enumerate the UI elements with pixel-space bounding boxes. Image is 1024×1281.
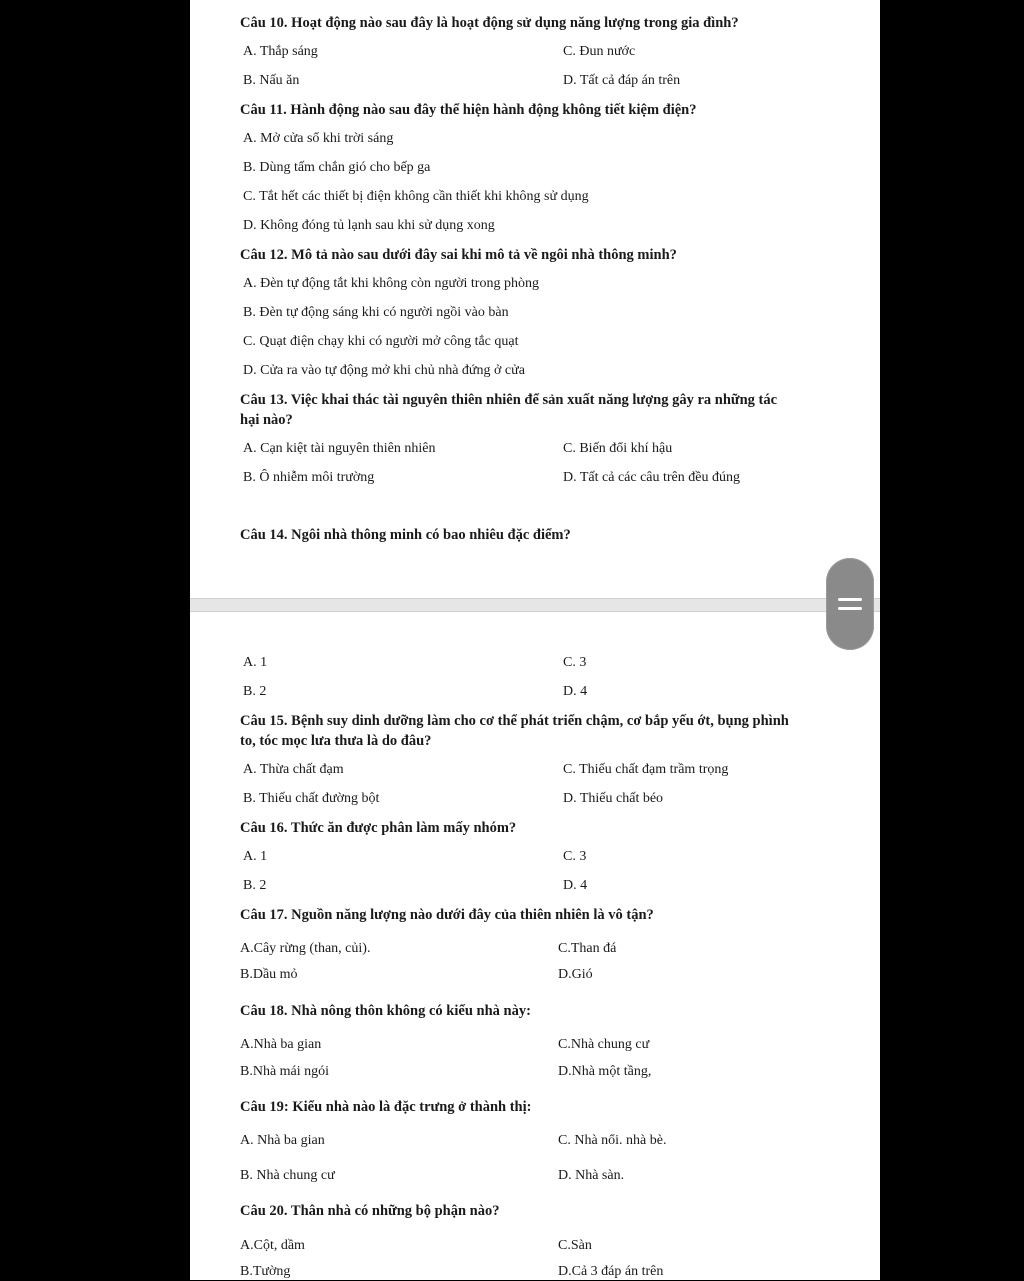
q15-option-c: C. Thiếu chất đạm trầm trọng — [563, 762, 729, 777]
q18-option-b: B.Nhà mái ngói — [240, 1064, 330, 1079]
q13-option-d: D. Tất cả các câu trên đều đúng — [563, 470, 740, 485]
question-15-line-1: Câu 15. Bệnh suy dinh dưỡng làm cho cơ thể phát triển chậm, cơ bắp yếu ớt, bụng phình — [240, 713, 789, 729]
q14-option-b: B. 2 — [243, 684, 267, 699]
question-16: Câu 16. Thức ăn được phân làm mấy nhóm? — [240, 820, 517, 836]
question-18: Câu 18. Nhà nông thôn không có kiểu nhà này: — [240, 1003, 531, 1019]
q17-option-d: D.Gió — [558, 967, 593, 982]
question-13-line-2: hại nào? — [240, 412, 293, 428]
q12-option-c: C. Quạt điện chạy khi có người mở công tắc quạt — [243, 334, 519, 349]
q15-option-a: A. Thừa chất đạm — [243, 762, 344, 777]
drag-handle[interactable] — [826, 558, 874, 650]
q11-option-c: C. Tắt hết các thiết bị điện không cần thiết khi không sử dụng — [243, 189, 589, 204]
q19-option-a: A. Nhà ba gian — [240, 1133, 325, 1148]
q15-option-b: B. Thiếu chất đường bột — [243, 791, 380, 806]
q13-option-b: B. Ô nhiễm môi trường — [243, 470, 375, 485]
q10-option-d: D. Tất cả đáp án trên — [563, 73, 681, 88]
q12-option-b: B. Đèn tự động sáng khi có người ngồi vào bàn — [243, 305, 509, 320]
q16-option-c: C. 3 — [563, 849, 587, 864]
q14-option-d: D. 4 — [563, 684, 588, 699]
q12-option-d: D. Cửa ra vào tự động mở khi chủ nhà đứng ở cửa — [243, 363, 525, 378]
q10-option-a: A. Thắp sáng — [243, 44, 318, 59]
q10-option-b: B. Nấu ăn — [243, 73, 300, 88]
q14-option-a: A. 1 — [243, 655, 268, 670]
question-15-line-2: to, tóc mọc lưa thưa là do đâu? — [240, 733, 432, 749]
q20-option-b: B.Tường — [240, 1264, 291, 1279]
page-separator — [190, 598, 880, 612]
q17-option-b: B.Dầu mỏ — [240, 967, 298, 982]
question-14: Câu 14. Ngôi nhà thông minh có bao nhiêu đặc điểm? — [240, 527, 571, 543]
question-12: Câu 12. Mô tả nào sau dưới đây sai khi mô tả về ngôi nhà thông minh? — [240, 247, 677, 263]
question-13-line-1: Câu 13. Việc khai thác tài nguyên thiên nhiên để sản xuất năng lượng gây ra những tác — [240, 392, 778, 408]
q16-option-a: A. 1 — [243, 849, 268, 864]
q17-option-c: C.Than đá — [558, 941, 617, 956]
question-10: Câu 10. Hoạt động nào sau đây là hoạt động sử dụng năng lượng trong gia đình? — [240, 15, 739, 31]
q20-option-a: A.Cột, dầm — [240, 1238, 305, 1253]
q16-option-d: D. 4 — [563, 878, 588, 893]
q10-option-c: C. Đun nước — [563, 44, 636, 59]
q11-option-a: A. Mở cửa sổ khi trời sáng — [243, 131, 394, 146]
q18-option-a: A.Nhà ba gian — [240, 1037, 322, 1052]
q18-option-d: D.Nhà một tầng, — [558, 1064, 652, 1079]
question-11: Câu 11. Hành động nào sau đây thể hiện hành động không tiết kiệm điện? — [240, 102, 697, 118]
q18-option-c: C.Nhà chung cư — [558, 1037, 650, 1052]
q11-option-d: D. Không đóng tủ lạnh sau khi sử dụng xong — [243, 218, 495, 233]
handle-grip-icon — [838, 598, 862, 601]
q19-option-c: C. Nhà nổi. nhà bè. — [558, 1133, 667, 1148]
question-17: Câu 17. Nguồn năng lượng nào dưới đây của thiên nhiên là vô tận? — [240, 907, 654, 923]
q12-option-a: A. Đèn tự động tắt khi không còn người trong phòng — [243, 276, 539, 291]
q15-option-d: D. Thiếu chất béo — [563, 791, 664, 806]
question-20: Câu 20. Thân nhà có những bộ phận nào? — [240, 1203, 500, 1219]
q14-option-c: C. 3 — [563, 655, 587, 670]
q20-option-c: C.Sàn — [558, 1238, 592, 1253]
q20-option-d: D.Cả 3 đáp án trên — [558, 1264, 664, 1279]
q19-option-d: D. Nhà sàn. — [558, 1168, 625, 1183]
q16-option-b: B. 2 — [243, 878, 267, 893]
q13-option-c: C. Biến đổi khí hậu — [563, 441, 673, 456]
handle-grip-icon — [838, 607, 862, 610]
q17-option-a: A.Cây rừng (than, củi). — [240, 941, 371, 956]
question-19: Câu 19: Kiểu nhà nào là đặc trưng ở thành thị: — [240, 1099, 532, 1115]
q11-option-b: B. Dùng tấm chắn gió cho bếp ga — [243, 160, 431, 175]
q19-option-b: B. Nhà chung cư — [240, 1168, 335, 1183]
q13-option-a: A. Cạn kiệt tài nguyên thiên nhiên — [243, 441, 436, 456]
